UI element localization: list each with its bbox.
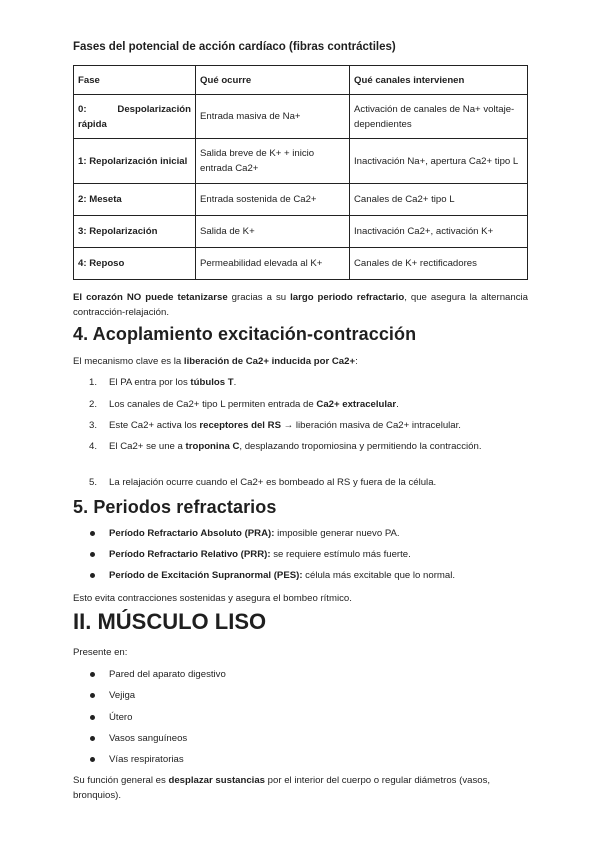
cell-ocurre: Salida breve de K+ + inicio entrada Ca2+ <box>196 139 350 184</box>
bullet-icon <box>90 552 95 557</box>
table-title: Fases del potencial de acción cardíaco (fibras contráctiles) <box>73 41 396 53</box>
cell-fase: 4: Reposo <box>74 248 196 280</box>
item-number: 2. <box>89 399 98 410</box>
item-text: Vejiga <box>109 690 136 701</box>
item-text <box>109 397 528 412</box>
function-rest: por el interior del cuerpo o regular diámetros (vasos, bronquios). <box>73 775 491 801</box>
tetanize-bold-2: largo periodo refractario <box>290 292 405 303</box>
cell-canales: Inactivación Na+, apertura Ca2+ tipo L <box>350 139 528 184</box>
cell-fase: 1: Repolarización inicial <box>74 139 196 184</box>
item-text <box>109 439 528 454</box>
item-post: . <box>233 377 237 388</box>
section-5-heading: 5. Periodos refractarios <box>73 497 277 517</box>
intro-text: El mecanismo clave es la <box>73 356 184 367</box>
bullet-icon <box>90 693 95 698</box>
table-row <box>74 216 528 248</box>
item-number: 5. <box>89 477 98 488</box>
item-text: Vías respiratorias <box>109 754 184 765</box>
list-item <box>73 568 528 583</box>
bullet-icon <box>90 757 95 762</box>
tetanize-bold-1: El corazón NO puede tetanizarse <box>73 292 228 303</box>
item-post: , desplazando tropomiosina y permitiendo la contracción. <box>239 441 482 452</box>
table-header-row <box>74 66 528 95</box>
item-rest: se requiere estímulo más fuerte. <box>270 549 411 560</box>
list-item <box>73 418 528 433</box>
section-4-heading: 4. Acoplamiento excitación-contracción <box>73 324 417 344</box>
cell-ocurre: Salida de K+ <box>196 216 350 248</box>
item-text <box>109 375 528 390</box>
cell-canales: Canales de Ca2+ tipo L <box>350 184 528 216</box>
list-item <box>73 375 528 390</box>
cell-canales: Activación de canales de Na+ voltaje-dependientes <box>350 95 528 139</box>
intro-bold: liberación de Ca2+ inducida por Ca2+ <box>183 356 356 367</box>
item-text <box>109 418 528 433</box>
bullet-icon <box>90 672 95 677</box>
item-bold: Período de Excitación Supranormal (PES): <box>109 570 303 581</box>
bullet-icon <box>90 573 95 578</box>
header-canales: Qué canales intervienen <box>350 66 528 95</box>
list-item <box>73 667 528 682</box>
muscle-heading: II. MÚSCULO LISO <box>73 609 267 634</box>
item-number: 4. <box>89 441 98 452</box>
item-pre: Los canales de Ca2+ tipo L permiten entrada de <box>109 399 317 410</box>
bullet-icon <box>90 531 95 536</box>
list-item <box>73 397 528 412</box>
item-bold: túbulos T <box>190 377 234 388</box>
list-item <box>73 731 528 746</box>
item-text: Vasos sanguíneos <box>109 733 188 744</box>
cell-fase: 0: Despolarización rápida <box>74 95 196 139</box>
item-bold: Ca2+ extracelular <box>316 399 397 410</box>
tetanize-text-1: gracias a su <box>227 292 291 303</box>
item-bold: Período Refractario Relativo (PRR): <box>109 549 271 560</box>
item-text <box>109 475 528 490</box>
list-item <box>73 526 528 541</box>
tetanize-paragraph <box>73 290 528 320</box>
list-item <box>73 475 528 490</box>
table-row <box>74 95 528 139</box>
item-bold: receptores del RS <box>199 420 281 431</box>
item-number: 1. <box>89 377 98 388</box>
cell-ocurre: Entrada sostenida de Ca2+ <box>196 184 350 216</box>
cell-canales: Inactivación Ca2+, activación K+ <box>350 216 528 248</box>
cell-ocurre: Permeabilidad elevada al K+ <box>196 248 350 280</box>
item-pre: El Ca2+ se une a <box>109 441 186 452</box>
item-bold: Período Refractario Absoluto (PRA): <box>109 528 275 539</box>
liso-function-paragraph <box>73 773 528 803</box>
item-text <box>109 526 528 541</box>
item-post: → liberación masiva de Ca2+ intracelular. <box>280 420 461 431</box>
function-bold: desplazar sustancias <box>168 775 266 786</box>
list-item <box>73 547 528 562</box>
item-number: 3. <box>89 420 98 431</box>
intro-colon: : <box>355 356 358 367</box>
function-text: Su función general es <box>73 775 169 786</box>
bullet-icon <box>90 736 95 741</box>
item-post: . <box>396 399 399 410</box>
cell-ocurre: Entrada masiva de Na+ <box>196 95 350 139</box>
cell-canales: Canales de K+ rectificadores <box>350 248 528 280</box>
phases-table <box>73 65 528 280</box>
item-text <box>109 547 528 562</box>
section-4-intro <box>73 354 528 369</box>
list-item <box>73 710 528 725</box>
item-pre: El PA entra por los <box>109 377 191 388</box>
section-5-closing: Esto evita contracciones sostenidas y asegura el bombeo rítmico. <box>73 593 352 604</box>
item-pre: Este Ca2+ activa los <box>109 420 200 431</box>
item-bold: troponina C <box>185 441 240 452</box>
bullet-icon <box>90 715 95 720</box>
table-row <box>74 248 528 280</box>
list-item <box>73 439 528 454</box>
liso-intro: Presente en: <box>73 647 128 658</box>
item-rest: imposible generar nuevo PA. <box>274 528 400 539</box>
item-text: Útero <box>109 712 133 723</box>
header-ocurre: Qué ocurre <box>196 66 350 95</box>
item-text: Pared del aparato digestivo <box>109 669 226 680</box>
item-rest: célula más excitable que lo normal. <box>302 570 456 581</box>
item-text <box>109 568 528 583</box>
cell-fase: 2: Meseta <box>74 184 196 216</box>
table-row <box>74 184 528 216</box>
list-item <box>73 752 528 767</box>
item-pre: La relajación ocurre cuando el Ca2+ es bombeado al RS y fuera de la célula. <box>109 477 437 488</box>
cell-fase: 3: Repolarización <box>74 216 196 248</box>
header-fase: Fase <box>74 66 196 95</box>
tetanize-text-2: , que asegura la alternancia contracción-relajación. <box>73 292 528 318</box>
table-row <box>74 139 528 184</box>
list-item <box>73 688 528 703</box>
